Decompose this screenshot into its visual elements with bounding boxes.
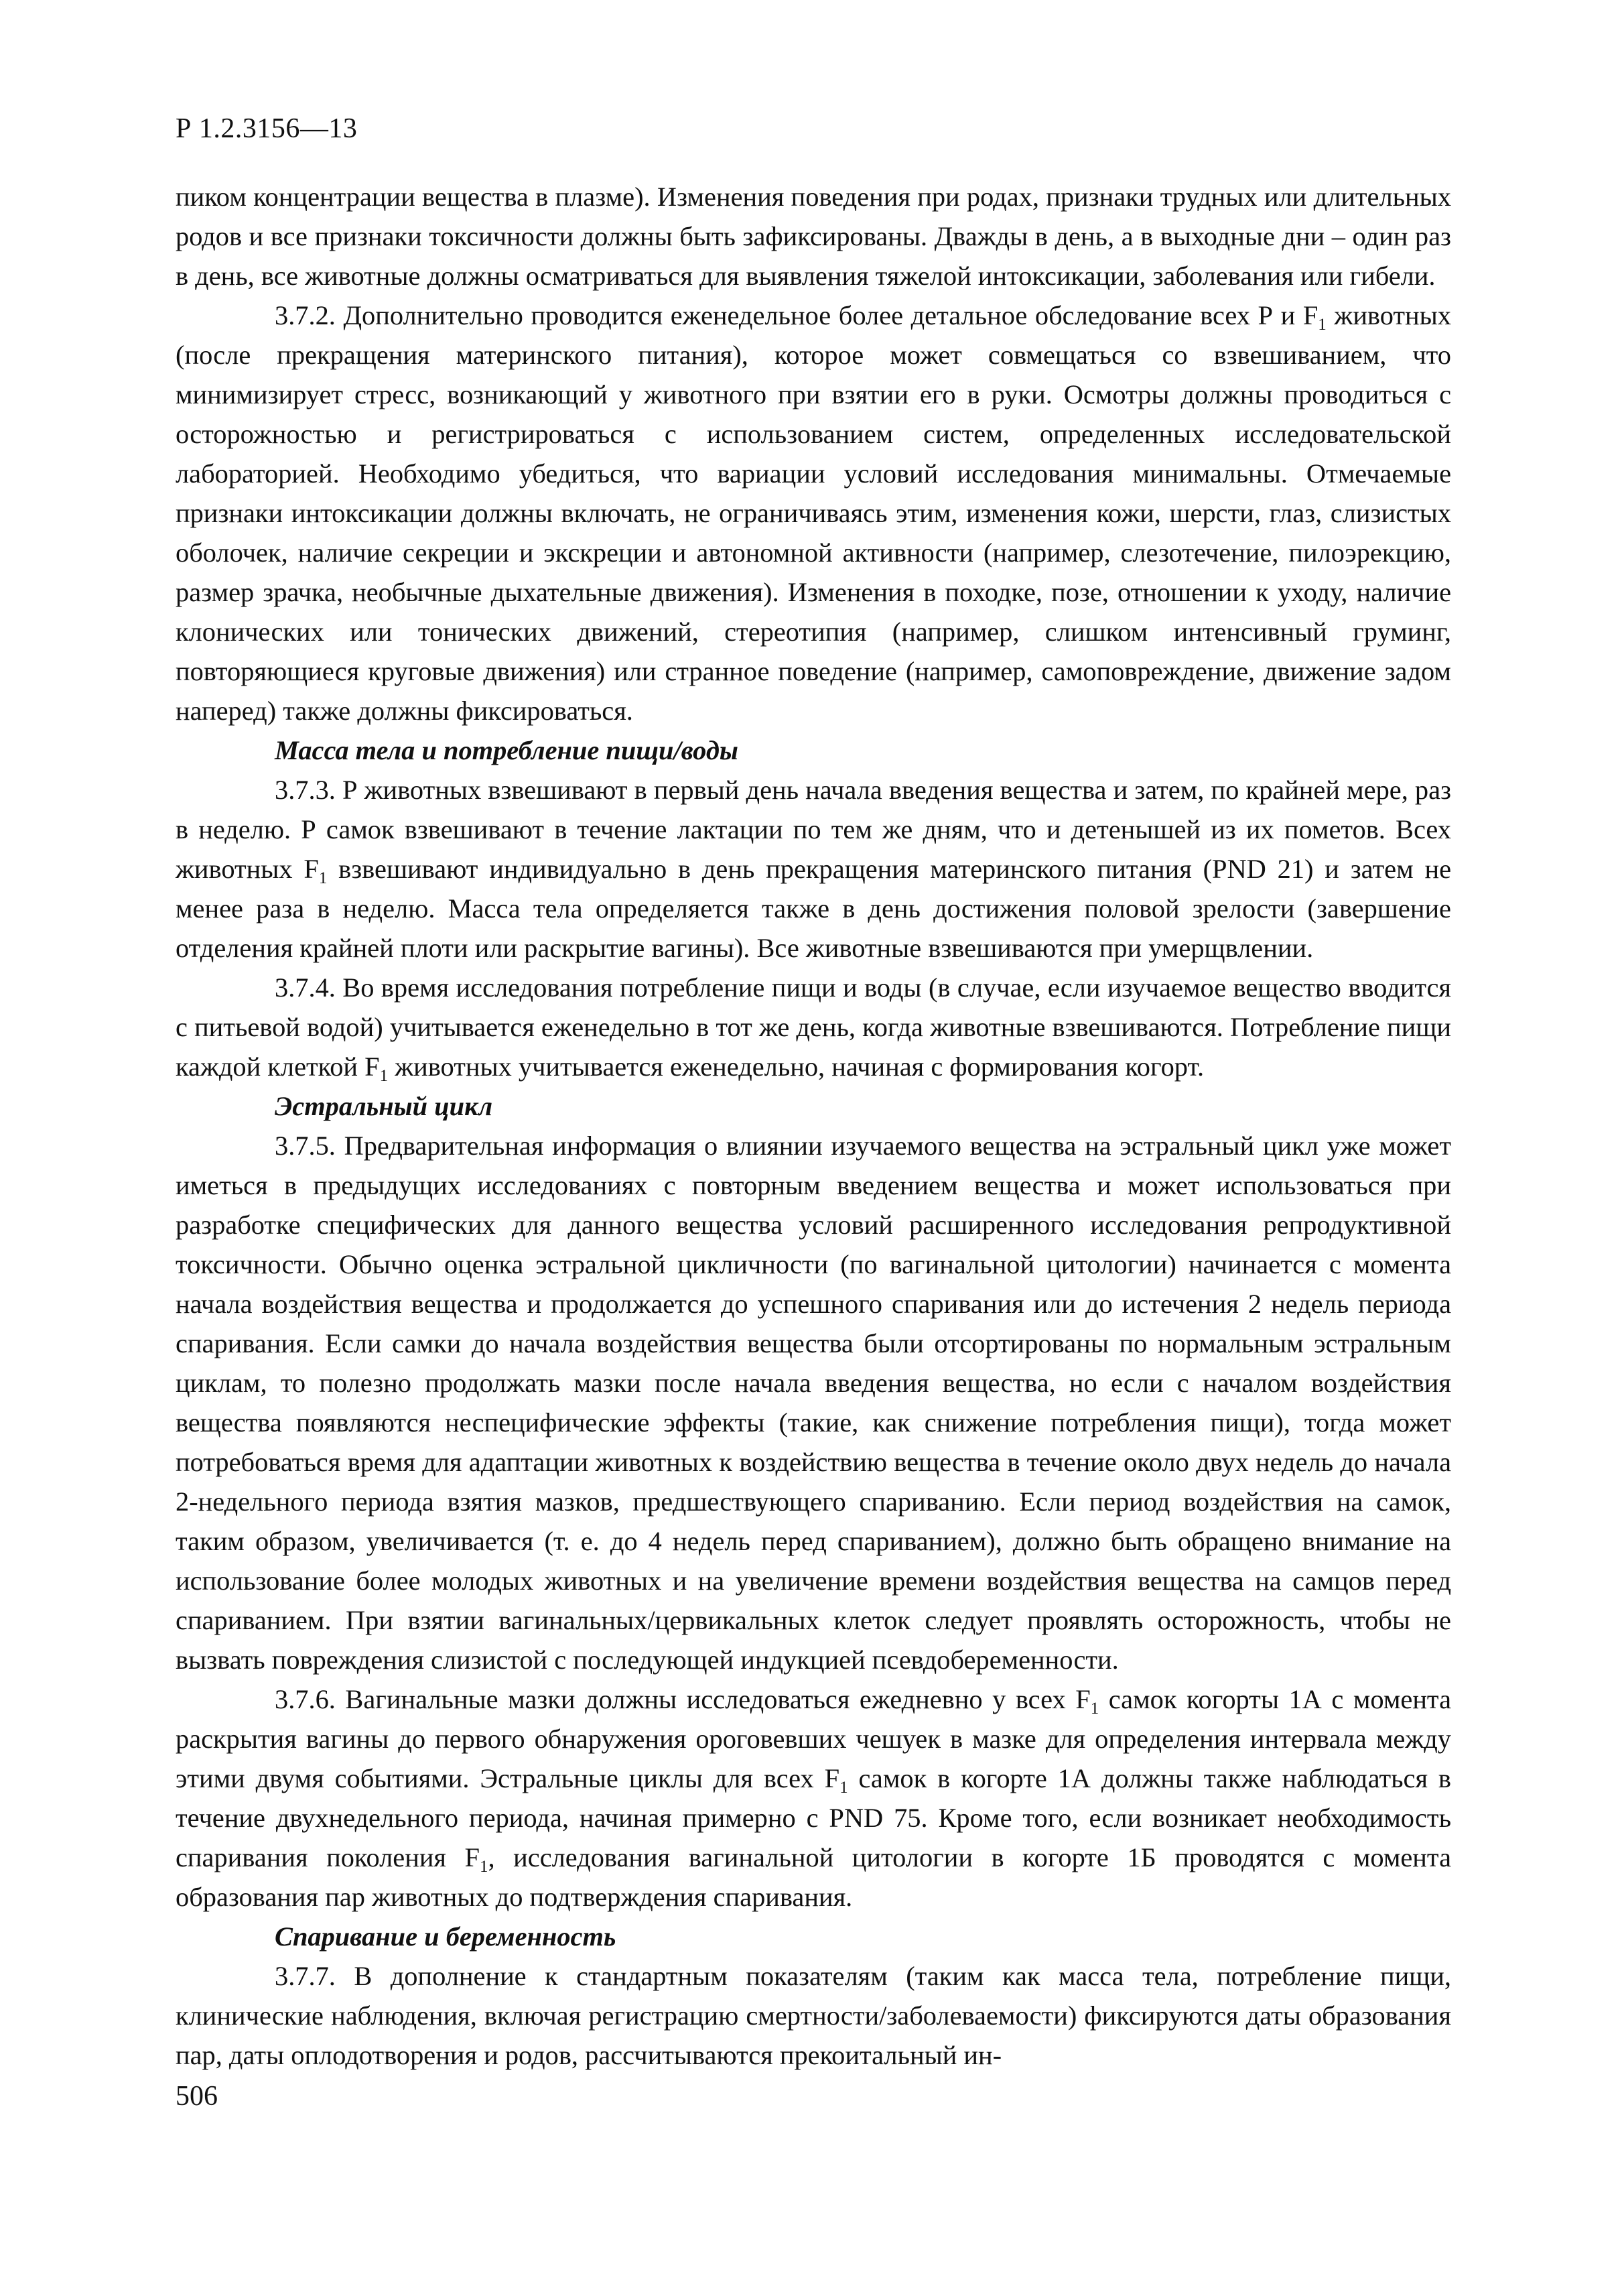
paragraph-3-7-6: 3.7.6. Вагинальные мазки должны исследоваться ежедневно у всех $F_1$ самок когорты 1А с момента раскрытия вагины до первого обнаружения ороговевших чешуек в мазке для определения интервала между этими двумя событиями. Эстральные циклы для всех $F_1$ самок в когорте 1А должны также наблюдаться в течение двухнедельного периода, начиная примерно с PND 75. Кроме того, если возникает необходимость спаривания поколения $F_1$, исследования вагинальной цитологии в когорте 1Б проводятся с момента образования пар животных до подтверждения спаривания.	[176, 1684, 1452, 1912]
page-number: 506	[176, 2081, 218, 2112]
paragraph-continuation: пиком концентрации вещества в плазме). Изменения поведения при родах, признаки трудных или длительных родов и все признаки токсичности должны быть зафиксированы. Дважды в день, а в выходные дни – один раз в день, все животные должны осматриваться для выявления тяжелой интоксикации, заболевания или гибели.	[176, 182, 1451, 291]
section-heading-mating-pregnancy: Спаривание и беременность	[275, 1921, 616, 1952]
paragraph-3-7-7: 3.7.7. В дополнение к стандартным показателям (таким как масса тела, потребление пищи, клинические наблюдения, включая регистрацию смертности/заболеваемости) фиксируются даты образования пар, даты оплодотворения и родов, рассчитываются прекоитальный ин-	[176, 1961, 1451, 2070]
document-code-header: Р 1.2.3156—13	[176, 113, 358, 144]
paragraph-3-7-5: 3.7.5. Предварительная информация о влиянии изучаемого вещества на эстральный цикл уже может иметься в предыдущих исследованиях с повторным введением вещества и может использоваться при разработке специфических для данного вещества условий расширенного исследования репродуктивной токсичности. Обычно оценка эстральной цикличности (по вагинальной цитологии) начинается с момента начала воздействия вещества и продолжается до успешного спаривания или до истечения 2 недель периода спаривания. Если самки до начала воздействия вещества были отсортированы по нормальным эстральным циклам, то полезно продолжать мазки после начала введения вещества, но если с началом воздействия вещества появляются неспецифические эффекты (такие, как снижение потребления пищи), тогда может потребоваться время для адаптации животных к воздействию вещества в течение около двух недель до начала 2-недельного периода взятия мазков, предшествующего спариванию. Если период воздействия на самок, таким образом, увеличивается (т. е. до 4 недель перед спариванием), должно быть обращено внимание на использование более молодых животных и на увеличение времени воздействия вещества на самцов перед спариванием. При взятии вагинальных/цервикальных клеток следует проявлять осторожность, чтобы не вызвать повреждения слизистой с последующей индукцией псевдобеременности.	[176, 1131, 1451, 1675]
paragraph-3-7-2: 3.7.2. Дополнительно проводится еженедельное более детальное обследование всех Р и $F_1$ животных (после прекращения материнского питания), которое может совмещаться со взвешиванием, что минимизирует стресс, возникающий у животного при взятии его в руки. Осмотры должны проводиться с осторожностью и регистрироваться с использованием систем, определенных исследовательской лабораторией. Необходимо убедиться, что вариации условий исследования минимальны. Отмечаемые признаки интоксикации должны включать, не ограничиваясь этим, изменения кожи, шерсти, глаз, слизистых оболочек, наличие секреции и экскреции и автономной активности (например, слезотечение, пилоэрекцию, размер зрачка, необычные дыхательные движения). Изменения в походке, позе, отношении к уходу, наличие клонических или тонических движений, стереотипия (например, слишком интенсивный груминг, повторяющиеся круговые движения) или странное поведение (например, самоповреждение, движение задом наперед) также должны фиксироваться.	[176, 300, 1451, 726]
section-heading-body-weight: Масса тела и потребление пищи/воды	[275, 735, 738, 765]
section-heading-estrous-cycle: Эстральный цикл	[275, 1091, 493, 1121]
paragraph-3-7-4: 3.7.4. Во время исследования потребление пищи и воды (в случае, если изучаемое вещество вводится с питьевой водой) учитывается еженедельно в тот же день, когда животные взвешиваются. Потребление пищи каждой клеткой $F_1$ животных учитывается еженедельно, начиная с формирования когорт.	[176, 972, 1451, 1085]
paragraph-3-7-3: 3.7.3. Р животных взвешивают в первый день начала введения вещества и затем, по крайней мере, раз в неделю. Р самок взвешивают в течение лактации по тем же дням, что и детенышей из их пометов. Всех животных $F_1$ взвешивают индивидуально в день прекращения материнского питания (PND 21) и затем не менее раза в неделю. Масса тела определяется также в день достижения половой зрелости (завершение отделения крайней плоти или раскрытие вагины). Все животные взвешиваются при умерщвлении.	[176, 775, 1452, 963]
document-body	[176, 177, 1451, 2075]
